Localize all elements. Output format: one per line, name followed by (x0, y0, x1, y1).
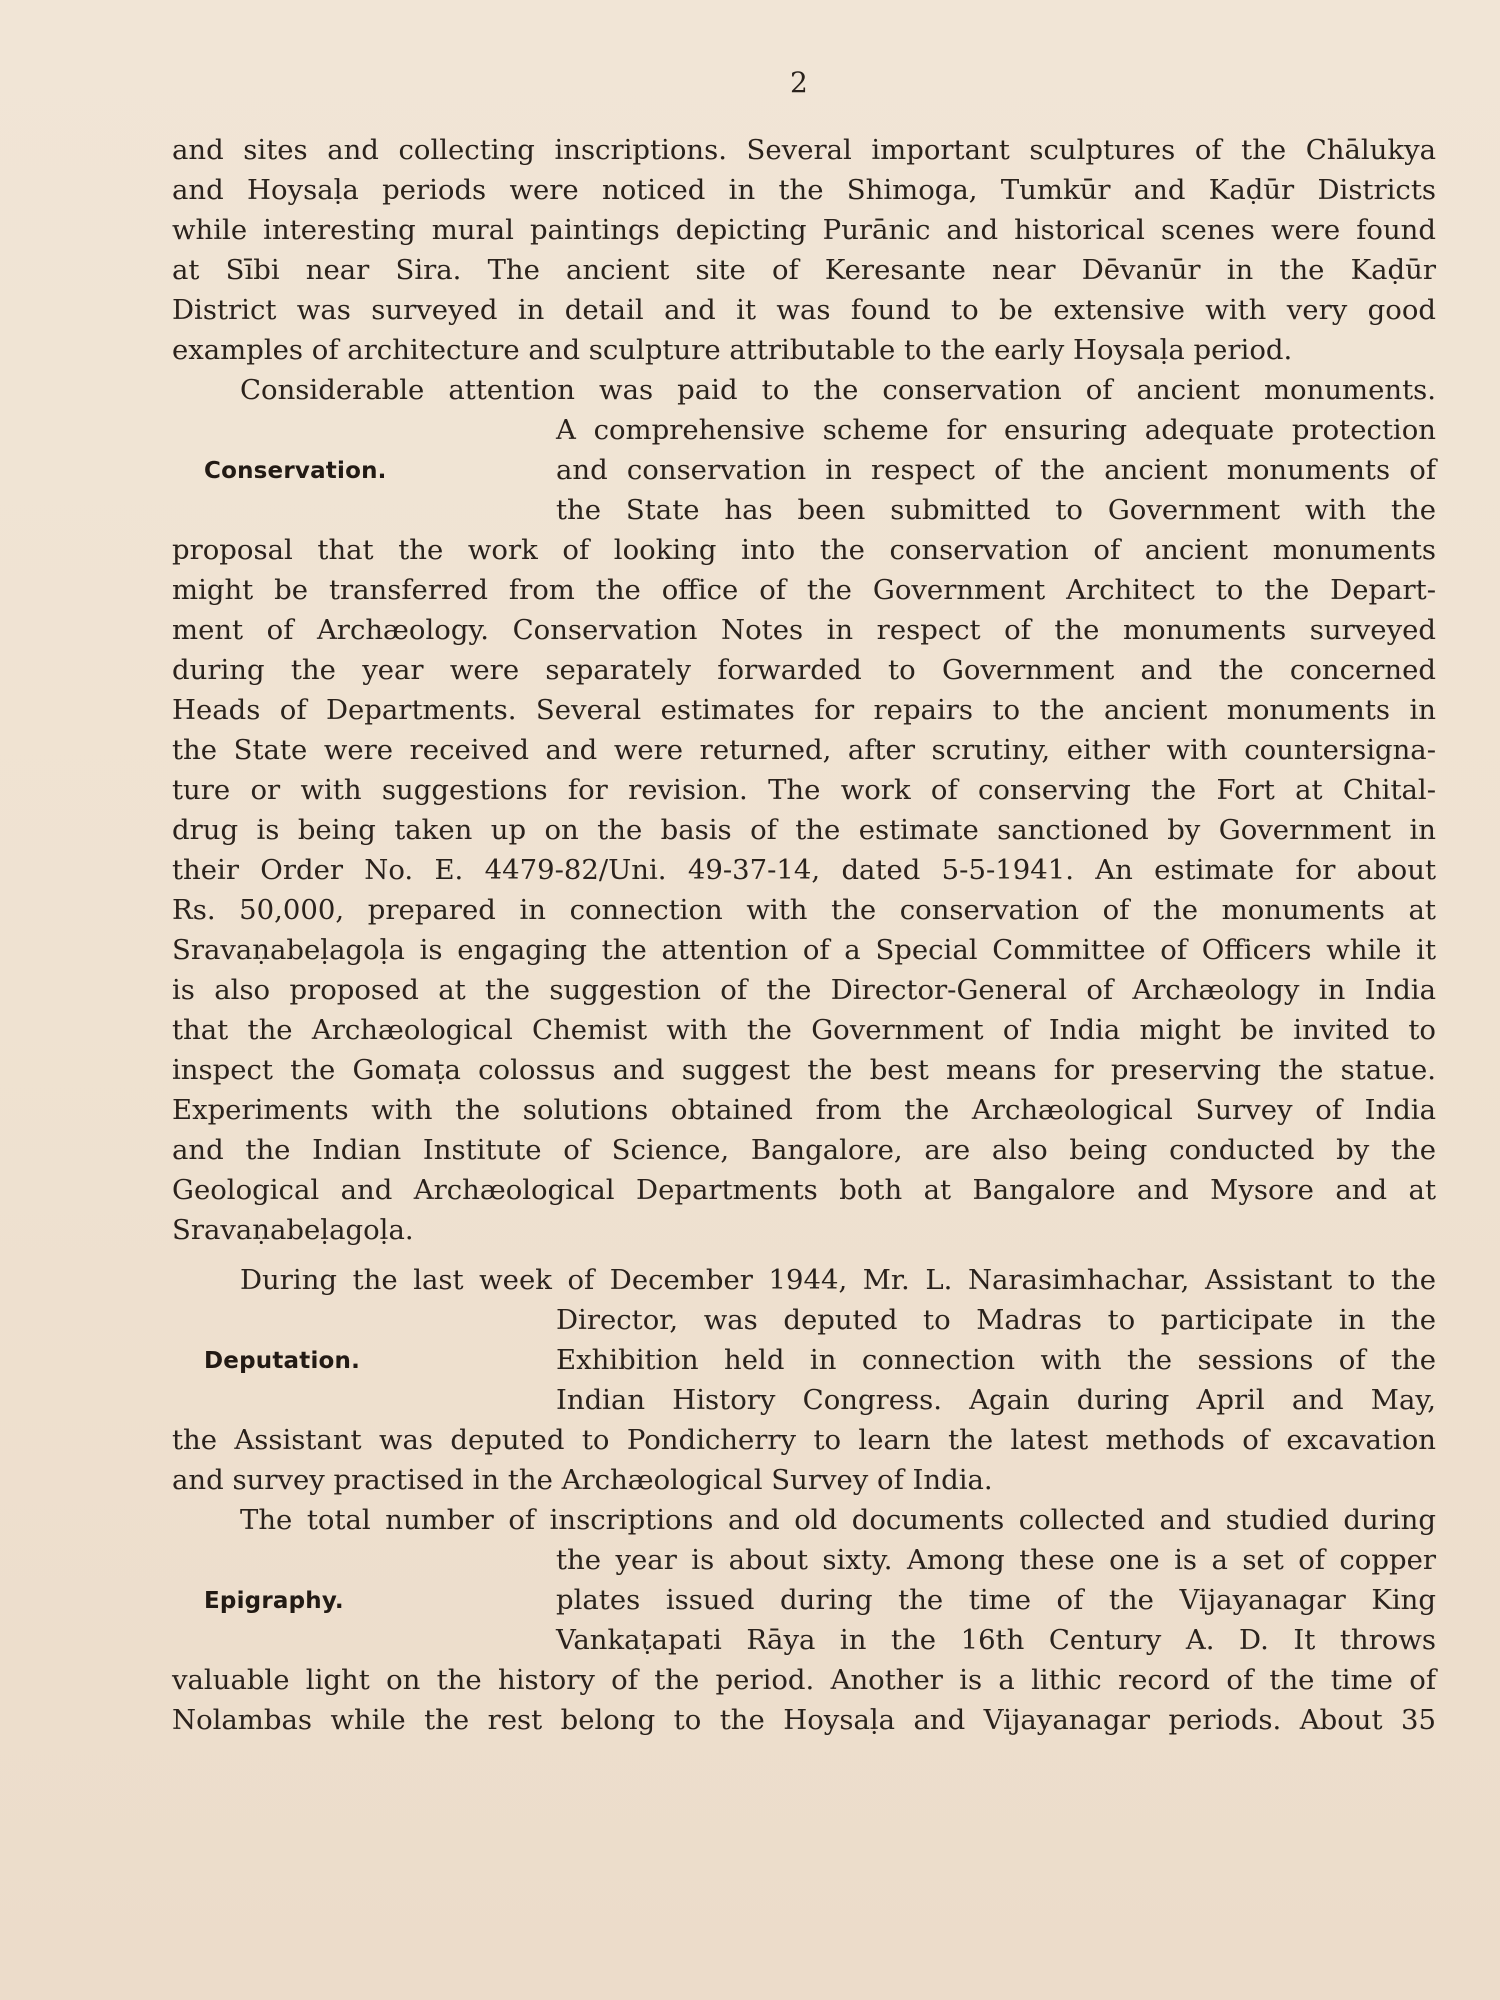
text-line: Exhibition held in connection with the sessions of the (556, 1344, 1436, 1376)
text-line: examples of architecture and sculpture attributable to the early Hoysaḷa period. (172, 334, 1293, 366)
text-line: A comprehensive scheme for ensuring adequate protection (556, 414, 1436, 446)
text-line: ment of Archæology. Conservation Notes in respect of the monuments surveyed (172, 614, 1436, 646)
side-heading-deputation: Deputation. (204, 1348, 361, 1374)
text-line: The total number of inscriptions and old documents collected and studied during (240, 1504, 1436, 1536)
text-line: plates issued during the time of the Vijayanagar King (556, 1584, 1436, 1616)
text-line: the Assistant was deputed to Pondicherry to learn the latest methods of excavation (172, 1424, 1436, 1456)
text-line: Rs. 50,000, prepared in connection with the conservation of the monuments at (172, 894, 1436, 926)
text-line: Sravaṇabeḷagoḷa is engaging the attention of a Special Committee of Officers while it (172, 934, 1436, 966)
text-line: Experiments with the solutions obtained from the Archæological Survey of India (172, 1094, 1436, 1126)
text-line: and the Indian Institute of Science, Bangalore, are also being conducted by the (172, 1134, 1436, 1166)
text-line: Sravaṇabeḷagoḷa. (172, 1214, 414, 1246)
text-line: drug is being taken up on the basis of the estimate sanctioned by Government in (172, 814, 1436, 846)
text-line: and survey practised in the Archæological Survey of India. (172, 1464, 993, 1496)
text-line: proposal that the work of looking into the conservation of ancient monuments (172, 534, 1436, 566)
text-line: might be transferred from the office of the Government Architect to the Depart- (172, 574, 1436, 606)
text-line: Considerable attention was paid to the conservation of ancient monuments. (240, 374, 1436, 406)
text-line: and Hoysaḷa periods were noticed in the Shimoga, Tumkūr and Kaḍūr Districts (172, 174, 1436, 206)
text-line: is also proposed at the suggestion of the Director-General of Archæology in India (172, 974, 1436, 1006)
side-heading-epigraphy: Epigraphy. (204, 1588, 344, 1614)
text-line: that the Archæological Chemist with the Government of India might be invited to (172, 1014, 1436, 1046)
text-line: their Order No. E. 4479-82/Uni. 49-37-14, dated 5-5-1941. An estimate for about (172, 854, 1436, 886)
text-line: Heads of Departments. Several estimates for repairs to the ancient monuments in (172, 694, 1436, 726)
text-line: Indian History Congress. Again during April and May, (556, 1384, 1436, 1416)
text-line: the State were received and were returned, after scrutiny, either with countersigna- (172, 734, 1436, 766)
text-line: the year is about sixty. Among these one is a set of copper (556, 1544, 1436, 1576)
text-line: District was surveyed in detail and it was found to be extensive with very good (172, 294, 1436, 326)
text-line: valuable light on the history of the period. Another is a lithic record of the time of (172, 1664, 1436, 1696)
text-line: During the last week of December 1944, Mr. L. Narasimhachar, Assistant to the (240, 1264, 1436, 1296)
text-line: while interesting mural paintings depicting Purānic and historical scenes were found (172, 214, 1436, 246)
text-line: inspect the Gomaṭa colossus and suggest the best means for preserving the statue. (172, 1054, 1436, 1086)
text-line: Nolambas while the rest belong to the Hoysaḷa and Vijayanagar periods. About 35 (172, 1704, 1436, 1736)
text-line: the State has been submitted to Government with the (556, 494, 1436, 526)
text-line: Vankaṭapati Rāya in the 16th Century A. D. It throws (556, 1624, 1436, 1656)
text-line: Geological and Archæological Departments both at Bangalore and Mysore and at (172, 1174, 1436, 1206)
text-line: and sites and collecting inscriptions. Several important sculptures of the Chālukya (172, 134, 1436, 166)
text-line: during the year were separately forwarded to Government and the concerned (172, 654, 1436, 686)
text-line: at Sībi near Sira. The ancient site of Keresante near Dēvanūr in the Kaḍūr (172, 254, 1436, 286)
side-heading-conservation: Conservation. (204, 458, 387, 484)
page-number: 2 (790, 66, 808, 99)
text-line: Director, was deputed to Madras to participate in the (556, 1304, 1436, 1336)
text-line: ture or with suggestions for revision. The work of conserving the Fort at Chital- (172, 774, 1436, 806)
text-line: and conservation in respect of the ancient monuments of (556, 454, 1436, 486)
